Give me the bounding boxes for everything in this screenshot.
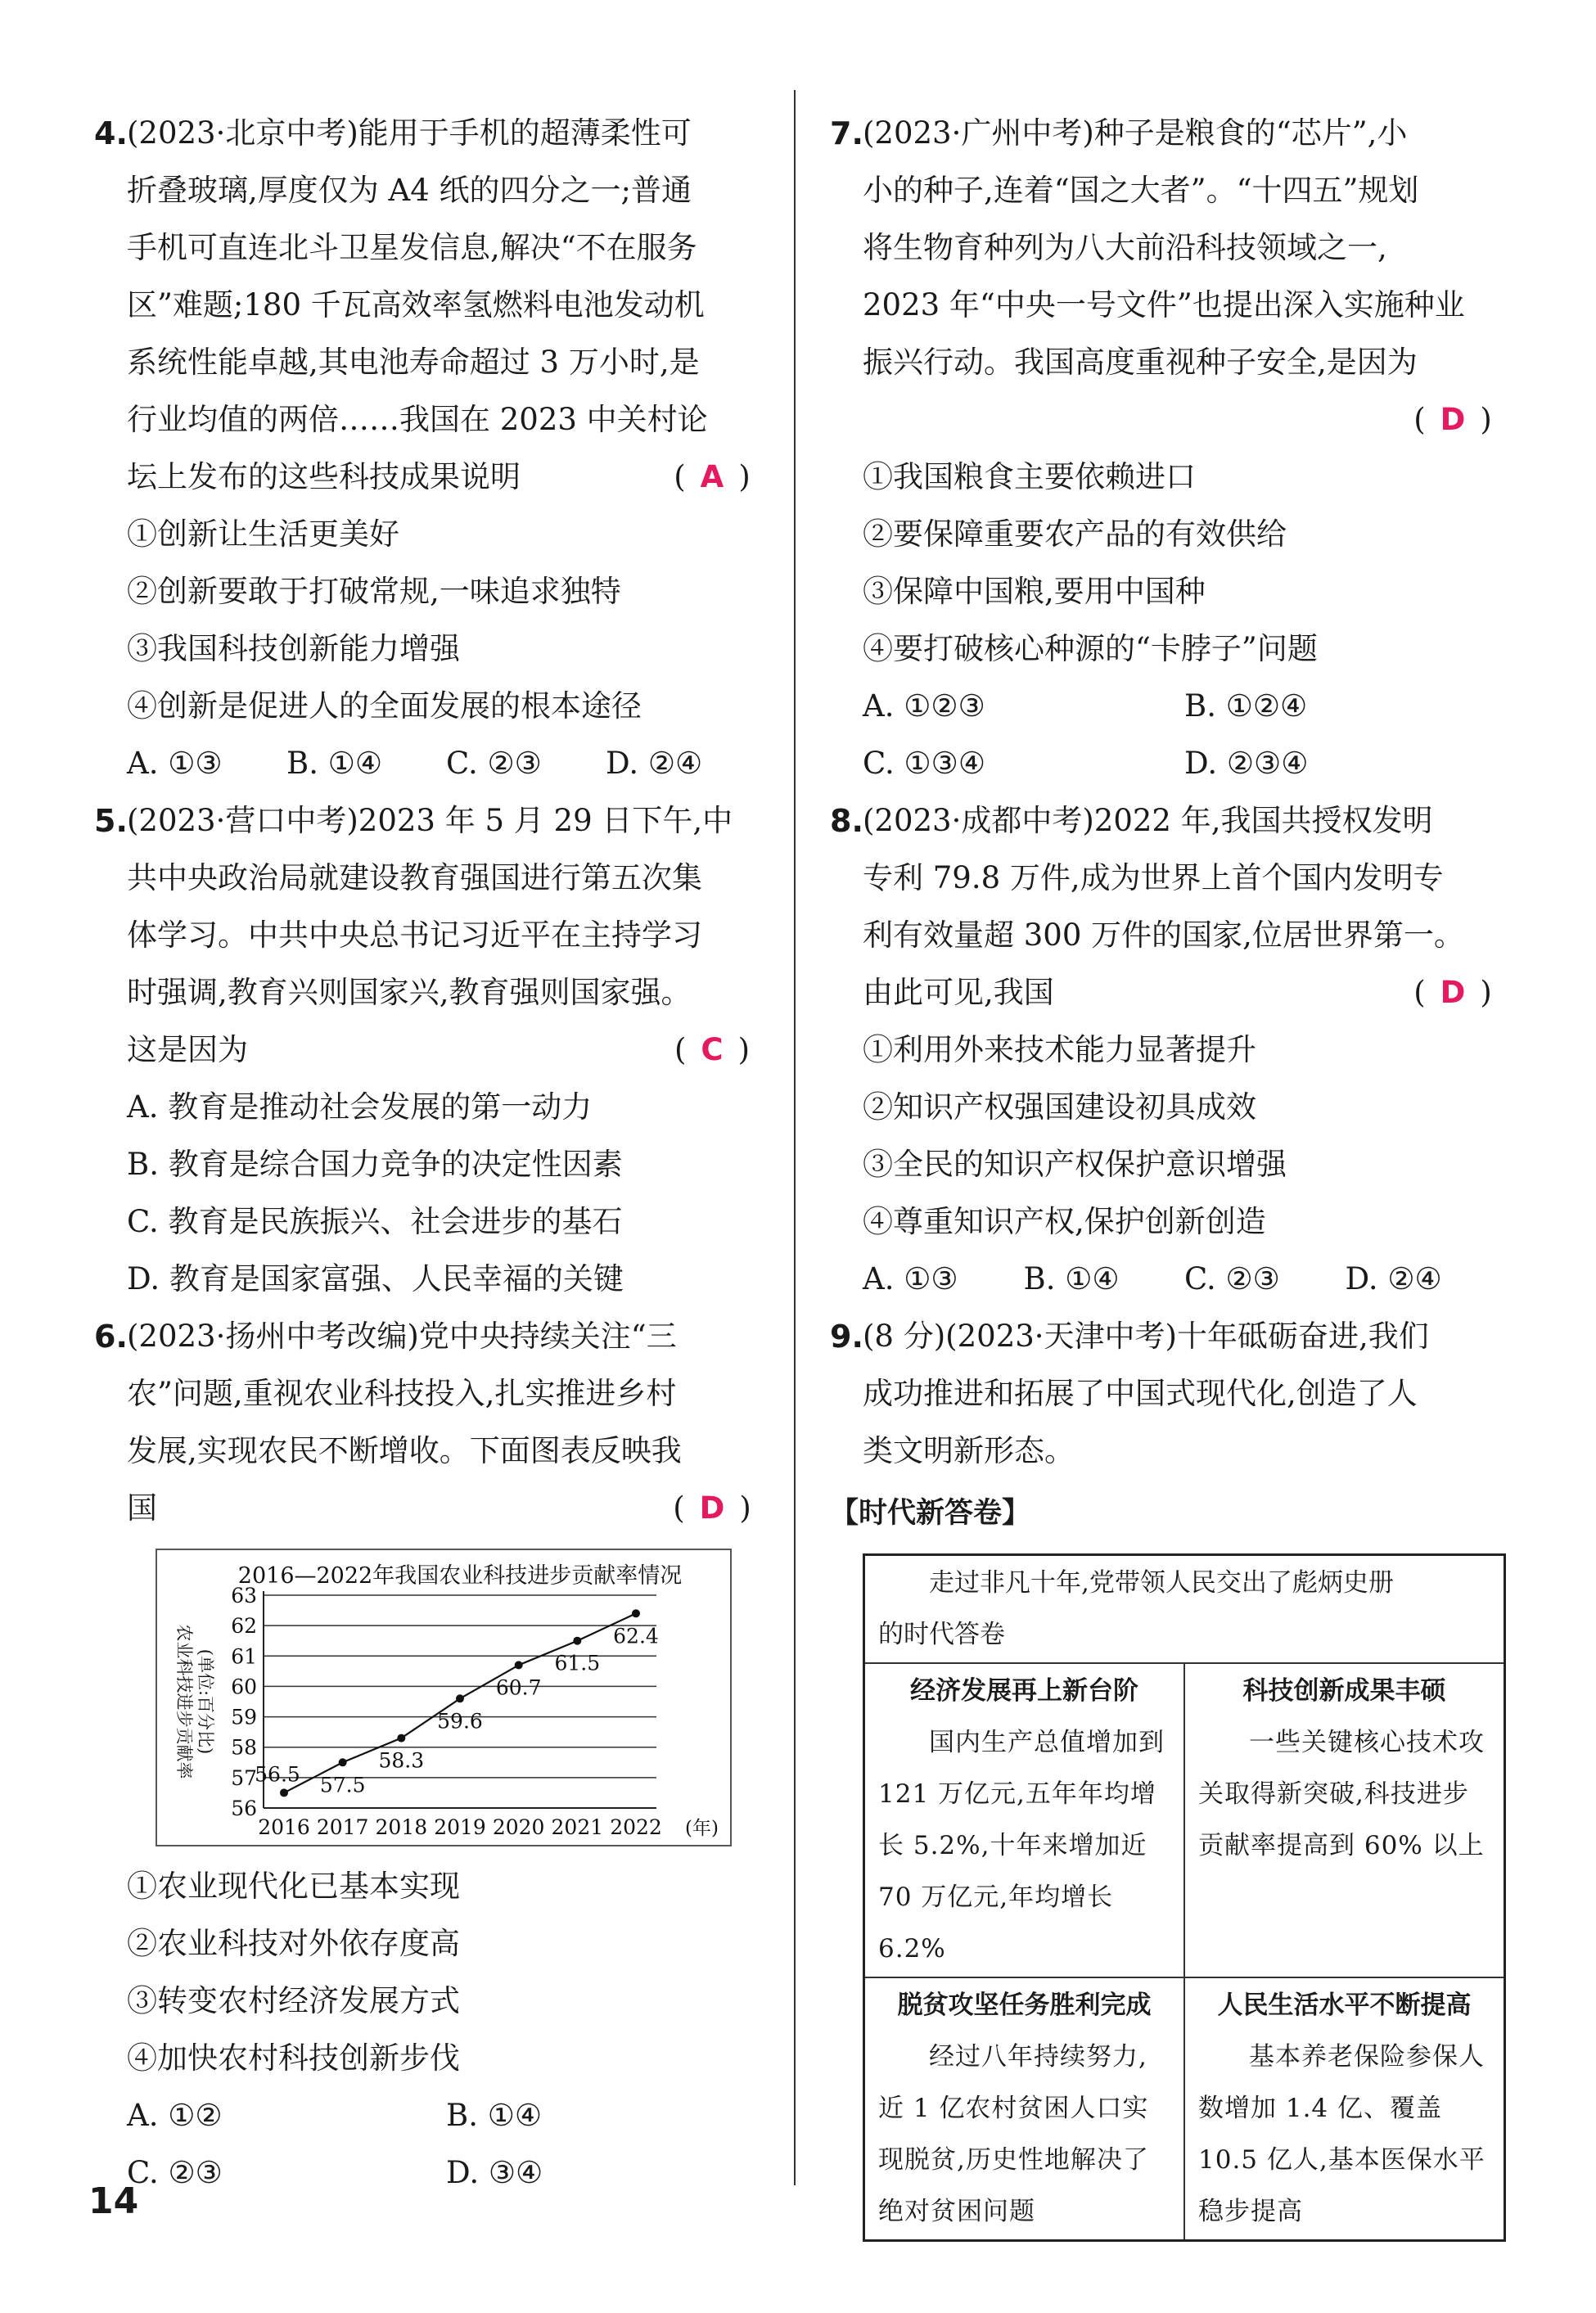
data-label: 58.3 xyxy=(378,1748,425,1773)
answer-bracket: ( D ) xyxy=(673,1490,751,1526)
option-row xyxy=(830,735,1506,792)
agri-tech-chart xyxy=(156,1549,732,1846)
question-text-line: (2023·营口中考)2023 年 5 月 29 日下午,中 xyxy=(127,803,733,838)
y-tick-label: 56 xyxy=(231,1797,257,1820)
answer-bracket: ( A ) xyxy=(674,459,751,494)
table-cell xyxy=(1184,1977,1505,2241)
question-8 xyxy=(830,792,1506,1021)
x-axis-label: (年) xyxy=(685,1818,719,1839)
option-row xyxy=(94,2087,765,2144)
cell-body: 基本养老保险参保人数增加 1.4 亿、覆盖 10.5 亿人,基本医保水平稳步提高 xyxy=(1198,2042,1486,2226)
data-label: 59.6 xyxy=(437,1709,483,1734)
x-tick-label: 2018 xyxy=(375,1815,428,1839)
cell-body: 一些关键核心技术攻关取得新突破,科技进步贡献率提高到 60% 以上 xyxy=(1198,1728,1485,1860)
cell-title: 脱贫攻坚任务胜利完成 xyxy=(897,1991,1152,2020)
question-number: 4. xyxy=(94,115,128,151)
question-text-line: 时强调,教育兴则国家兴,教育强则国家强。 xyxy=(127,975,692,1010)
column-divider xyxy=(794,90,796,2185)
cell-body: 经过八年持续努力,近 1 亿农村贫困人口实现脱贫,历史性地解决了绝对贫困问题 xyxy=(878,2042,1149,2226)
question-text-line: 系统性能卓越,其电池寿命超过 3 万小时,是 xyxy=(127,345,700,380)
question-text-line: 发展,实现农民不断增收。下面图表反映我 xyxy=(127,1433,682,1468)
x-tick-label: 2017 xyxy=(316,1815,369,1839)
question-4 xyxy=(94,105,765,506)
question-9 xyxy=(830,1308,1506,1480)
option-d[interactable]: D. ②④ xyxy=(1345,1261,1442,1296)
option-a[interactable]: A. ①③ xyxy=(863,1261,958,1296)
option-c[interactable]: C. ②③ xyxy=(127,2155,223,2190)
cell-title: 科技创新成果丰硕 xyxy=(1242,1676,1446,1706)
x-tick-label: 2022 xyxy=(610,1815,662,1839)
question-text-line: 折叠玻璃,厚度仅为 A4 纸的四分之一;普通 xyxy=(127,173,692,208)
question-text-line: 行业均值的两倍……我国在 2023 中关村论 xyxy=(127,402,708,437)
data-label: 61.5 xyxy=(554,1651,601,1675)
y-tick-label: 62 xyxy=(231,1614,257,1639)
statement-item: ①农业现代化已基本实现 xyxy=(127,1869,460,1904)
statement-item: ①创新让生活更美好 xyxy=(127,516,399,552)
question-text-line: 专利 79.8 万件,成为世界上首个国内发明专 xyxy=(863,860,1444,895)
question-text-line: 2023 年“中央一号文件”也提出深入实施种业 xyxy=(863,287,1465,322)
chart-title: 2016—2022年我国农业科技进步贡献率情况 xyxy=(237,1563,683,1589)
option-c[interactable]: C. ②③ xyxy=(1184,1261,1280,1296)
question-text-line: 由此可见,我国 xyxy=(863,975,1054,1010)
data-label: 62.4 xyxy=(613,1624,659,1648)
data-point xyxy=(632,1609,640,1617)
statement-item: ②创新要敢于打破常规,一味追求独特 xyxy=(127,574,621,609)
question-number: 7. xyxy=(830,115,863,151)
table-header xyxy=(864,1555,1505,1664)
question-number: 9. xyxy=(830,1319,863,1355)
y-axis-unit-label: (单位:百分比) xyxy=(196,1648,215,1755)
question-5 xyxy=(94,792,765,1079)
data-label: 60.7 xyxy=(495,1675,542,1700)
cell-body: 国内生产总值增加到 121 万亿元,五年年均增长 5.2%,十年来增加近 70 万亿元,年均增长 6.2% xyxy=(878,1728,1165,1964)
question-text-line: (2023·扬州中考改编)党中央持续关注“三 xyxy=(127,1319,677,1354)
data-point xyxy=(397,1734,405,1743)
option-b[interactable]: B. ①②④ xyxy=(1184,688,1308,724)
y-tick-label: 60 xyxy=(231,1675,257,1699)
y-tick-label: 59 xyxy=(231,1705,257,1729)
option-row xyxy=(830,1251,1506,1308)
answer-bracket: ( D ) xyxy=(1413,402,1492,437)
x-tick-label: 2020 xyxy=(492,1815,545,1839)
question-text-line: 振兴行动。我国高度重视种子安全,是因为 xyxy=(863,345,1418,380)
statement-item: ②要保障重要农产品的有效供给 xyxy=(863,516,1287,552)
option-d[interactable]: D. 教育是国家富强、人民幸福的关键 xyxy=(127,1261,624,1296)
series-line xyxy=(284,1613,636,1792)
question-text-line: 手机可直连北斗卫星发信息,解决“不在服务 xyxy=(127,230,697,265)
answer-letter: D xyxy=(1440,402,1466,437)
data-label: 57.5 xyxy=(319,1773,366,1797)
data-point xyxy=(280,1788,288,1797)
option-b[interactable]: B. ①④ xyxy=(1023,1261,1120,1296)
question-text-line: 将生物育种列为八大前沿科技领域之一, xyxy=(863,230,1387,265)
cell-title: 经济发展再上新台阶 xyxy=(910,1676,1138,1706)
option-b[interactable]: B. 教育是综合国力竞争的决定性因素 xyxy=(127,1147,623,1182)
statement-item: ②农业科技对外依存度高 xyxy=(127,1926,460,1961)
question-text-line: (8 分)(2023·天津中考)十年砥砺奋进,我们 xyxy=(863,1319,1429,1354)
option-c[interactable]: C. ②③ xyxy=(446,746,542,781)
answer-letter: A xyxy=(700,459,724,494)
table-header-line: 的时代答卷 xyxy=(878,1620,1005,1649)
question-text-line: 体学习。中共中央总书记习近平在主持学习 xyxy=(127,918,702,953)
answer-bracket: ( C ) xyxy=(674,1032,751,1067)
statement-item: ①我国粮食主要依赖进口 xyxy=(863,459,1196,494)
question-text-line: (2023·成都中考)2022 年,我国共授权发明 xyxy=(863,803,1433,838)
question-text-line: 这是因为 xyxy=(127,1032,248,1067)
x-tick-label: 2021 xyxy=(551,1815,604,1839)
data-label: 56.5 xyxy=(255,1762,300,1787)
statement-item: ②知识产权强国建设初具成效 xyxy=(863,1089,1256,1125)
statement-item: ③全民的知识产权保护意识增强 xyxy=(863,1147,1287,1182)
data-point xyxy=(573,1637,581,1645)
statement-item: ④加快农村科技创新步伐 xyxy=(127,2040,460,2076)
question-text-line: (2023·北京中考)能用于手机的超薄柔性可 xyxy=(127,115,692,151)
statement-item: ③转变农村经济发展方式 xyxy=(127,1983,460,2018)
question-7 xyxy=(830,105,1506,449)
data-point xyxy=(456,1694,464,1702)
option-d[interactable]: D. ②③④ xyxy=(1184,746,1309,781)
question-text-line: 农”问题,重视农业科技投入,扎实推进乡村 xyxy=(127,1376,677,1411)
table-cell xyxy=(864,1663,1185,1977)
option-d[interactable]: D. ③④ xyxy=(446,2155,543,2190)
option-b[interactable]: B. ①④ xyxy=(286,746,383,781)
y-tick-label: 58 xyxy=(231,1735,257,1760)
question-text-line: 坛上发布的这些科技成果说明 xyxy=(127,459,521,494)
answer-letter: D xyxy=(699,1490,725,1526)
answer-bracket: ( D ) xyxy=(1413,975,1492,1010)
page-number: 14 xyxy=(88,2180,139,2222)
option-a[interactable]: A. 教育是推动社会发展的第一动力 xyxy=(127,1089,593,1125)
y-tick-label: 57 xyxy=(231,1765,257,1790)
option-row xyxy=(830,678,1506,735)
question-number: 6. xyxy=(94,1319,128,1355)
statement-item: ④尊重知识产权,保护创新创造 xyxy=(863,1204,1266,1239)
achievement-table xyxy=(863,1553,1506,2242)
question-text-line: 小的种子,连着“国之大者”。“十四五”规划 xyxy=(863,173,1419,208)
question-number: 5. xyxy=(94,803,128,839)
option-c[interactable]: C. 教育是民族振兴、社会进步的基石 xyxy=(127,1204,623,1239)
answer-letter: D xyxy=(1440,975,1466,1010)
question-text-line: 类文明新形态。 xyxy=(863,1433,1075,1468)
question-6 xyxy=(94,1308,765,1537)
statement-item: ④要打破核心种源的“卡脖子”问题 xyxy=(863,631,1318,666)
y-axis-label: 农业科技进步贡献率 xyxy=(174,1624,194,1779)
y-tick-label: 63 xyxy=(231,1584,257,1607)
statement-item: ③我国科技创新能力增强 xyxy=(127,631,460,666)
question-text-line: 国 xyxy=(127,1490,157,1526)
statement-item: ④创新是促进人的全面发展的根本途径 xyxy=(127,688,642,724)
right-column xyxy=(830,105,1506,2242)
option-d[interactable]: D. ②④ xyxy=(606,746,703,781)
y-tick-label: 61 xyxy=(231,1644,257,1669)
option-a[interactable]: A. ①③ xyxy=(127,746,223,781)
statement-item: ①利用外来技术能力显著提升 xyxy=(863,1032,1256,1067)
option-a[interactable]: A. ①② xyxy=(127,2098,223,2133)
cell-title: 人民生活水平不断提高 xyxy=(1217,1991,1472,2020)
table-cell xyxy=(864,1977,1185,2241)
data-point xyxy=(339,1758,347,1766)
question-number: 8. xyxy=(830,803,863,839)
data-point xyxy=(515,1661,523,1669)
x-tick-label: 2016 xyxy=(258,1815,310,1839)
question-text-line: (2023·广州中考)种子是粮食的“芯片”,小 xyxy=(863,115,1408,151)
option-row xyxy=(94,2144,765,2202)
question-text-line: 成功推进和拓展了中国式现代化,创造了人 xyxy=(863,1376,1418,1411)
option-a[interactable]: A. ①②③ xyxy=(863,688,985,724)
option-row xyxy=(94,735,765,792)
question-text-line: 共中央政治局就建设教育强国进行第五次集 xyxy=(127,860,702,895)
left-column xyxy=(94,105,765,2202)
statement-item: ③保障中国粮,要用中国种 xyxy=(863,574,1206,609)
option-b[interactable]: B. ①④ xyxy=(446,2098,543,2133)
table-header-line: 走过非凡十年,党带领人民交出了彪炳史册 xyxy=(929,1568,1394,1598)
question-text-line: 区”难题;180 千瓦高效率氢燃料电池发动机 xyxy=(127,287,705,322)
question-text-line: 利有效量超 300 万件的国家,位居世界第一。 xyxy=(863,918,1464,953)
table-cell xyxy=(1184,1663,1505,1977)
section-title: 【时代新答卷】 xyxy=(830,1497,1031,1530)
option-c[interactable]: C. ①③④ xyxy=(863,746,986,781)
x-tick-label: 2019 xyxy=(434,1815,486,1839)
answer-letter: C xyxy=(701,1032,724,1067)
line-chart-svg xyxy=(157,1550,730,1845)
